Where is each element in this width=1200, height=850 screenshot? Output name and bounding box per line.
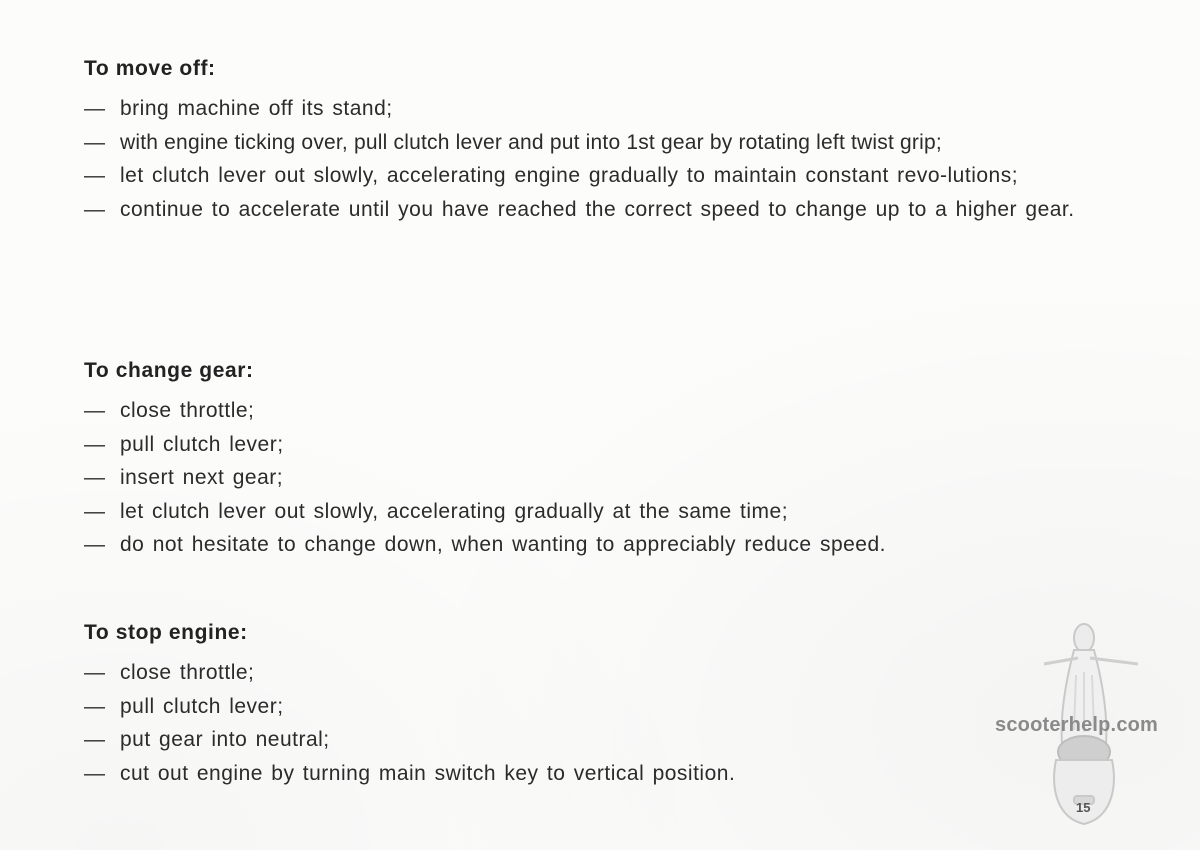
step-text: bring machine off its stand; xyxy=(120,97,393,120)
dash-bullet: — xyxy=(84,164,106,187)
step-text: cut out engine by turning main switch key to vertical position. xyxy=(120,761,736,785)
section-heading: To move off: xyxy=(84,57,216,80)
dash-bullet: — xyxy=(84,432,106,456)
list-item xyxy=(84,92,1104,126)
dash-bullet: — xyxy=(84,533,106,556)
list-item xyxy=(84,126,1104,160)
dash-bullet: — xyxy=(84,197,106,221)
section-change-gear xyxy=(84,358,1104,562)
list-item xyxy=(84,428,1104,462)
step-list xyxy=(84,92,1104,226)
list-item xyxy=(84,690,1104,724)
step-text: pull clutch lever; xyxy=(120,694,284,718)
list-item xyxy=(84,394,1104,428)
step-text: put gear into neutral; xyxy=(120,728,330,751)
step-text: close throttle; xyxy=(120,399,255,422)
list-item xyxy=(84,159,1104,193)
step-text: insert next gear; xyxy=(120,466,284,489)
list-item xyxy=(84,528,1104,562)
step-text: let clutch lever out slowly, accelerating gradually at the same time; xyxy=(120,499,789,523)
step-text: close throttle; xyxy=(120,661,255,684)
dash-bullet: — xyxy=(84,130,106,154)
list-item xyxy=(84,723,1104,757)
step-text: let clutch lever out slowly, accelerating engine gradually to maintain constant revo-lutions; xyxy=(120,164,1019,187)
step-list xyxy=(84,656,1104,790)
dash-bullet: — xyxy=(84,728,106,751)
list-item xyxy=(84,461,1104,495)
section-stop-engine xyxy=(84,620,1104,790)
dash-bullet: — xyxy=(84,661,106,684)
step-text: with engine ticking over, pull clutch lever and put into 1st gear by rotating left twist grip; xyxy=(120,130,942,154)
list-item xyxy=(84,757,1104,791)
section-heading: To change gear: xyxy=(84,359,254,382)
step-text: pull clutch lever; xyxy=(120,432,284,456)
dash-bullet: — xyxy=(84,399,106,422)
step-list xyxy=(84,394,1104,562)
page-number: 15 xyxy=(1076,800,1091,815)
step-text: continue to accelerate until you have reached the correct speed to change up to a higher gear. xyxy=(120,197,1075,221)
list-item xyxy=(84,495,1104,529)
dash-bullet: — xyxy=(84,694,106,718)
dash-bullet: — xyxy=(84,499,106,523)
list-item xyxy=(84,656,1104,690)
section-move-off xyxy=(84,56,1104,226)
dash-bullet: — xyxy=(84,761,106,785)
section-heading: To stop engine: xyxy=(84,621,248,644)
list-item xyxy=(84,193,1104,227)
dash-bullet: — xyxy=(84,466,106,489)
step-text: do not hesitate to change down, when wanting to appreciably reduce speed. xyxy=(120,533,886,556)
watermark-text: scooterhelp.com xyxy=(995,714,1159,736)
dash-bullet: — xyxy=(84,97,106,120)
